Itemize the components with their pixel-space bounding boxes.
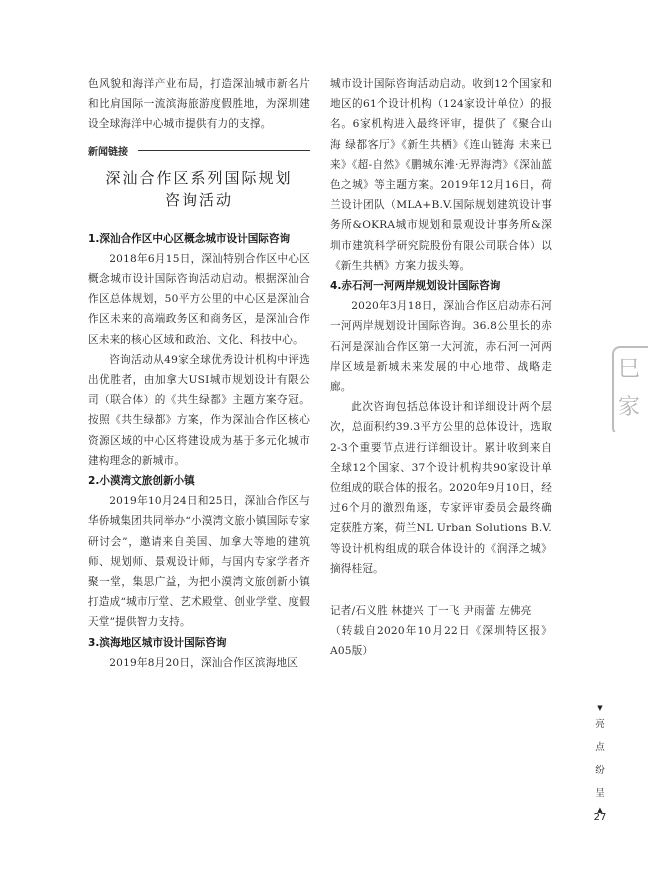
section-2-paragraph-1: 2019年10月24日和25日，深汕合作区与华侨城集团共同举办“小漠湾文旅小镇国际专家研讨会”，邀请来自美国、加拿大等地的建筑师、规划师、景观设计师，与国内专家学者齐聚一堂，集思广益，为把小漠湾文旅创新小镇打造成“城市厅堂、艺术殿堂、创业学堂、度假天堂”提供智力支持。 (88, 495, 310, 629)
up-triangle-icon: ▲ (597, 806, 603, 814)
sidebar-char-3: 纷 (595, 765, 605, 776)
down-triangle-icon: ▼ (597, 704, 603, 712)
credit-source: （转载自2020年10月22日《深圳特区报》A05版） (330, 625, 552, 658)
section-3-paragraph-continued: 城市设计国际咨询活动启动。收到12个国家和地区的61个设计机构（124家设计单位）的报名。6家机构进入最终评审，提供了《聚合山海 绿都客厅》《新生共栖》《连山链海 未来已来》《超-自然》《鹏城东滩·无界海湾》《深汕蓝色之城》等主题方案。2019年12月16日，荷兰设计团队（MLA+B.V.国际规划建筑设计事务所&OKRA城市规划和景观设计事务所&深圳市建筑科学研究院股份有限公司联合体）以《新生共栖》方案力拔头筹。 (330, 78, 552, 272)
section-3-paragraph-start: 2019年8月20日，深汕合作区滨海地区 (109, 656, 299, 669)
news-link-header (88, 143, 310, 158)
section-4-paragraph-1: 2020年3月18日，深汕合作区启动赤石河一河两岸规划设计国际咨询。36.8公里长的赤石河是深汕合作区第一大河流，赤石河一河两岸区域是新城未来发展的中心地带、战略走廊。 (330, 300, 552, 394)
news-title-line2: 咨询活动 (164, 190, 233, 209)
news-title (88, 167, 310, 211)
news-link-label: 新闻链接 (88, 146, 128, 158)
news-link-box (88, 143, 310, 211)
section-1-heading: 1.深汕合作区中心区概念城市设计国际咨询 (88, 232, 291, 245)
section-sidebar (588, 703, 612, 815)
intro-paragraph: 色风貌和海洋产业布局，打造深汕城市新名片和比肩国际一流滨海旅游度假胜地，为深圳建设全球海洋中心城市提供有力的支撑。 (88, 78, 310, 131)
stamp-glyph-2: 家 (618, 395, 641, 420)
left-column (88, 74, 310, 673)
sidebar-char-2: 点 (595, 742, 605, 753)
sidebar-char-1: 亮 (595, 719, 605, 730)
header-rule (138, 150, 310, 151)
stamp-glyph-1: 巳 (618, 357, 641, 382)
section-1-paragraph-1: 2018年6月15日，深汕特别合作区中心区概念城市设计国际咨询活动启动。根据深汕合作区总体规划，50平方公里的中心区是深汕合作区未来的高端政务区和商务区，是深汕合作区未来的核心区域和政治、文化、科技中心。 (88, 252, 310, 346)
section-4-heading: 4.赤石河一河两岸规划设计国际咨询 (330, 280, 501, 293)
sidebar-char-4: 呈 (595, 788, 605, 799)
credit-authors: 记者/石义胜 林捷兴 丁一飞 尹雨蕾 左佛亮 (330, 605, 532, 618)
section-3-heading: 3.滨海地区城市设计国际咨询 (88, 636, 227, 649)
section-4-paragraph-2: 此次咨询包括总体设计和详细设计两个层次，总面积约39.3平方公里的总体设计，选取2-3个重要节点进行详细设计。累计收到来自全球12个国家、37个设计机构共90家设计单位组成的联合体的报名。2020年9月10日，经过6个月的激烈角逐，专家评审委员会最终确定获胜方案，荷兰NL Urban Solutions B.V.等设计机构组成的联合体设计的《润泽之城》摘得桂冠。 (330, 401, 552, 575)
section-1-paragraph-2: 咨询活动从49家全球优秀设计机构中评选出优胜者，由加拿大USI城市规划设计有限公司（联合体）的《共生绿都》主题方案夺冠。按照《共生绿都》方案，作为深汕合作区核心资源区域的中心区将建设成为基于多元化城市建构理念的新城市。 (88, 353, 310, 467)
page-number: 27 (593, 812, 607, 823)
section-2-heading: 2.小漠湾文旅创新小镇 (88, 475, 195, 488)
credit-block (330, 601, 552, 662)
right-column (330, 74, 552, 662)
decorative-stamp (606, 346, 648, 432)
news-title-line1: 深汕合作区系列国际规划 (105, 168, 293, 187)
